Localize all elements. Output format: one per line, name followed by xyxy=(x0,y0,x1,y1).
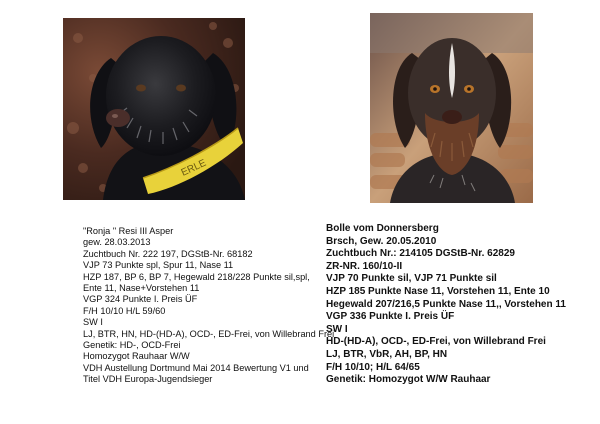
black-dog-with-yellow-collar-icon xyxy=(63,18,245,200)
fh-hl-scores: F/H 10/10; H/L 64/65 xyxy=(326,361,420,373)
wirehaired-pointer-portrait-icon xyxy=(370,13,533,203)
health-results: HD-(HD-A), OCD-, ED-Frei, von Willebrand Frei xyxy=(326,336,546,348)
pedigree-text-bolle xyxy=(326,223,596,387)
coat-genetics: Homozygot Rauhaar W/W xyxy=(83,351,190,362)
pedigree-text-ronja xyxy=(83,226,335,386)
vjp-result: VJP 70 Punkte sil, VJP 71 Punkte sil xyxy=(326,273,497,285)
birth-date: gew. 28.03.2013 xyxy=(83,237,151,248)
sw-rating: SW I xyxy=(326,323,348,335)
dog-photo-bolle xyxy=(370,13,533,203)
vgp-result: VGP 324 Punkte I. Preis ÜF xyxy=(83,294,198,305)
studbook-number: Zuchtbuch Nr.: 214105 DGStB-Nr. 62829 xyxy=(326,248,515,260)
dog-name: "Ronja " Resi III Asper xyxy=(83,226,174,236)
genetics: Genetik: Homozygot W/W Rauhaar xyxy=(326,374,491,386)
health-results: LJ, BTR, HN, HD-(HD-A), OCD-, ED-Frei, von Willebrand Frei xyxy=(83,328,335,339)
fh-hl-scores: F/H 10/10 H/L 59/60 xyxy=(83,305,166,316)
performance-marks: LJ, BTR, VbR, AH, BP, HN xyxy=(326,348,448,360)
hzp-result: HZP 185 Punkte Nase 11, Vorstehen 11, Ente 10 xyxy=(326,285,550,297)
dog-name: Bolle vom Donnersberg xyxy=(326,223,439,234)
studbook-number: Zuchtbuch Nr. 222 197, DGStB-Nr. 68182 xyxy=(83,248,253,259)
hzp-result-continued: Ente 11, Nase+Vorstehen 11 xyxy=(83,283,200,294)
sw-rating: SW I xyxy=(83,317,103,328)
hzp-result: HZP 187, BP 6, BP 7, Hegewald 218/228 Punkte sil,spl, xyxy=(83,271,310,282)
svg-text:ERLE: ERLE xyxy=(179,157,208,179)
zr-number: ZR-NR. 160/10-II xyxy=(326,260,403,272)
vgp-result: VGP 336 Punkte I. Preis ÜF xyxy=(326,311,455,323)
genetics: Genetik: HD-, OCD-Frei xyxy=(83,340,181,351)
show-result: VDH Austellung Dortmund Mai 2014 Bewertung V1 und xyxy=(83,362,309,373)
show-title: Titel VDH Europa-Jugendsieger xyxy=(83,374,213,385)
birth-date: Brsch, Gew. 20.05.2010 xyxy=(326,235,437,247)
hegewald-result: Hegewald 207/216,5 Punkte Nase 11,, Vorstehen 11 xyxy=(326,298,566,310)
vjp-result: VJP 73 Punkte spl, Spur 11, Nase 11 xyxy=(83,260,234,271)
dog-photo-ronja xyxy=(63,18,245,200)
